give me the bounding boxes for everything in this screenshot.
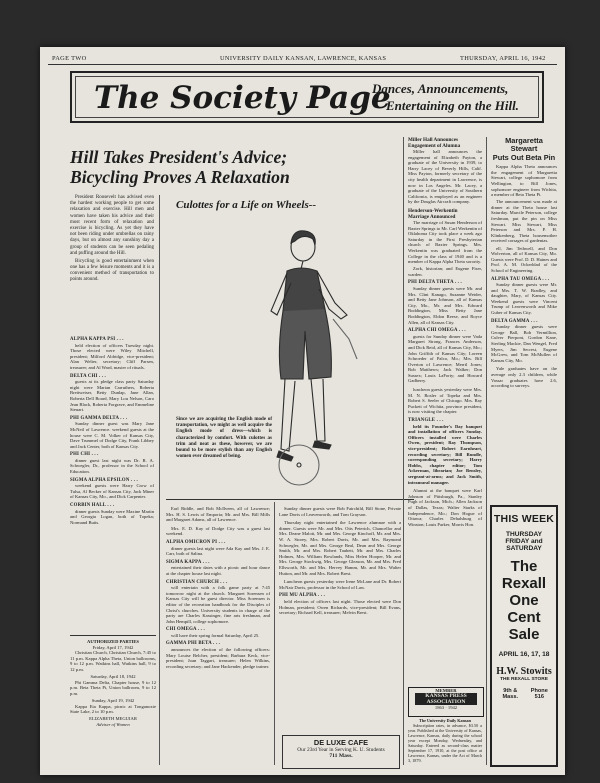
rexall-the: The — [510, 558, 538, 575]
culottes-feature — [166, 195, 366, 497]
deluxe-name: DE LUXE CAFE — [313, 738, 369, 747]
lead-headline-line-1: Hill Takes President's Advice; — [70, 147, 288, 167]
rexall-phone: Phone 516 — [530, 688, 548, 700]
col2-head-6: GAMMA PHI BETA . . . — [166, 641, 221, 647]
col5-tail: ell, Jim Tethwell, and Don Wolverton, all of Kansas City, Mo. Guests were Prof. D. D. Haines and Prof. A. M. Ockerblad of the School of Engineering. — [491, 245, 557, 273]
col1-head-3: PHI CHI . . . — [70, 452, 99, 458]
col4-item-3 — [408, 418, 482, 485]
col1-text-0: held election of officers Tuesday night. Those elected were Wiley Mitchell, president; Milford Aldridge, vice-president; Alan Welter, secretary; Cliff Parsen, treasurer; and Al Ward, master of rituals. — [70, 342, 154, 370]
col2-text-2: dinner guests last night were Ada Kay and Mrs. J. E. Carr, both of Salina. — [166, 545, 270, 557]
rexall-days-1: THURSDAY — [505, 531, 543, 538]
col4-head-1: ALPHA CHI OMEGA . . . — [408, 328, 466, 334]
parties-signer: ELIZABETH MEGUIAR — [89, 716, 137, 722]
rexall-days-2: FRIDAY and — [505, 538, 543, 545]
col5-intro-2: The announcement was made at dinner at the Theta house last Saturday. Marcile Peterson, college freshman, put the pin on Miss Stewart. Miss Stewart, Miss Peterson and Mrs. P. H. Klinkenberg, Theta housemother received corsages of gardenias. — [491, 199, 557, 244]
kansan-title: The University Daily Kansan — [418, 718, 471, 723]
col2-head-2: ALPHA OMICRON PI . . . — [166, 539, 226, 545]
column-divider — [159, 195, 160, 765]
rexall-this-week: THIS WEEK — [493, 513, 555, 525]
col3-item-1 — [279, 520, 401, 576]
col2-text-4: will entertain with a folk game party at 7:45 tomorrow night at the church. Margaret Sorensen of Kansas City will be guest director. Miss Sorensen is editor of the recreation handbook for the Disciples of Christ's churches. University students in charge of the party are Charles Kassinger, fine arts freshman, and John Hempill, college sophomore. — [166, 585, 270, 624]
col1-head-2: PHI GAMMA DELTA . . . — [70, 415, 128, 421]
press-member: MEMBER — [435, 688, 457, 693]
issue-date: THURSDAY, APRIL 16, 1942 — [460, 55, 546, 62]
col1-item-2 — [70, 416, 154, 450]
lead-story-body — [70, 195, 154, 285]
column-divider — [274, 502, 275, 765]
banner-tagline-1: Dances, Announcements, — [372, 81, 509, 96]
col5-section-head-1: DELTA GAMMA . . . — [491, 318, 538, 324]
lead-headline — [70, 147, 370, 187]
parties-saturday-items: Phi Gamma Delta, Chapter house, 9 to 12 p.m. Beta Theta Pi, Union ballroom, 9 to 12 p.m. — [70, 679, 156, 696]
col2-item-4 — [166, 580, 270, 625]
column-2 — [166, 503, 270, 671]
col2-text-5: will have their spring formal Saturday, April 25. — [171, 632, 260, 638]
col4-item-2 — [408, 387, 482, 415]
rexall-store-sub: THE REXALL STORE — [500, 677, 548, 682]
kansan-masthead — [408, 718, 482, 765]
col5-item-2 — [491, 366, 557, 388]
col4-story-2-head-1: Henderson-Werkentin — [408, 207, 458, 214]
col4-item-0 — [408, 280, 482, 325]
col4-text-2: luncheon guests yesterday were Mrs. M. N. Bosler of Topeka and Mrs. Robert S. Seeler of Chicago. Mrs. Ray Puckett of Wichita, province president, is now visiting the chapter. — [408, 387, 482, 415]
col4-story-1-text: Miller hall announces the engagement of Elizabeth Payton, a graduate of the University in 1939, to Harry Lacey of Beverly Hills, Calif. Miss Payton, formerly secretary of the city health department in Lawrence, is now in Los Angeles. Mr. Lacey, a graduate of the University of Southern California, is employed as an engineer by the Douglas Aircraft company. — [408, 149, 482, 205]
col3-item-0 — [279, 506, 401, 517]
col4-item-1 — [408, 328, 482, 384]
col3-text-3: held election of officers last night. Those elected were Don Holman, president; Owen Richards, vice-president; Bill Evans, secretary; Richard Kell, treasurer; Melvin Brest. — [279, 598, 401, 616]
col5-section-text-0: Sunday dinner guests were Mr. and Mrs. T. W. Bradley, and daughter, Mary, of Kansas City. Weekend guests were Vincent Trump of Leavenworth and Mike Guber of Kansas City. — [491, 282, 557, 316]
col1-text-5: dinner guests Sunday were Maxine Martin and Georgia Logan, both of Topeka; Normand Butts. — [70, 508, 154, 525]
section-rule — [166, 499, 414, 500]
parties-saturday: Saturday, April 18, 1942 — [90, 674, 136, 680]
col1-item-5 — [70, 503, 154, 525]
rexall-dates: APRIL 16, 17, 18 — [498, 651, 550, 658]
col1-text-4: weekend guests were Harry Crow of Tulsa, Al Becker of Kansas City, Jack Miner of Kansas City, Mo., and Dick Carpenter. — [70, 483, 154, 500]
col3-text-1: Thursday night entertained the Lawrence alumnae with a dinner. Guests were Mr. and Mrs. Otis Peterich, Chancellor and Mrs. Deane Malott, Mr. and Mrs. George Kinchoff, Mr. and Mrs. W. A. Storey, Mrs. Robert Davis, Mr. and Mrs. Raymond Schwegler, Mr. and Mrs. George Beal, Dean and Mrs. George Smith, Mr. and Mrs. Robert Taubett, Mr. and Mrs. Charles Holmes, Mrs. William Bowlands, Miss Helen Hooper, Mr. and Mrs. George Stockwig, Mrs. George Gleason, Mr. and Mrs. Fred Ellsworth, Mr. and Mrs. Hervey Hamm, Mr. and Mrs. Walter Hutton, and Mr. and Mrs. Robert Brest. — [279, 520, 401, 576]
rexall-store: H.W. Stowits — [496, 666, 552, 677]
parties-sunday: Sunday, April 19, 1942 — [91, 697, 135, 703]
col1-text-2: Sunday dinner guest was Mary Jane McNeil of Lawrence. weekend guests at the house were C. M. Volker of Kansas City, Dave Trummel of Dodge City, Frank Libbey and Jack Center, both of Kansas City. — [70, 421, 154, 449]
rexall-one: One — [509, 592, 539, 609]
banner-title: The Society Page — [94, 80, 391, 116]
rexall-days-3: SATURDAY — [506, 545, 542, 552]
column-3 — [279, 503, 401, 617]
deluxe-address: 711 Mass. — [329, 753, 353, 760]
col3-item-3 — [279, 593, 401, 615]
authorized-parties — [70, 635, 156, 727]
rexall-name: Rexall — [501, 575, 547, 592]
column-4 — [408, 137, 482, 529]
col1-item-1 — [70, 374, 154, 413]
col1-head-1: DELTA CHI . . . — [70, 373, 106, 379]
col4-item-4 — [408, 488, 482, 527]
col4-story-1-head-2: Engagement of Alumna — [408, 143, 461, 149]
col3-text-2: Luncheon guests yesterday were Irene McLane and Dr. Robert McNair Davis, professor in the School of Law. — [279, 579, 401, 590]
col5-section-head-0: ALPHA TAU OMEGA . . . — [491, 276, 550, 282]
col2-item-5 — [166, 627, 270, 638]
rexall-cent: Cent — [507, 609, 541, 626]
rexall-sale: Sale — [508, 626, 540, 643]
col5-intro: Kappa Alpha Theta announces the engagement of Margaretta Stewart, college sophomore from Wellington, to Bill Jones, sophomore engineer from Wichita, a member of Beta Theta Pi. — [491, 164, 557, 198]
banner-tagline-2: Entertaining on the Hill. — [386, 98, 519, 113]
press-years: 1863 · 1942 — [434, 705, 458, 710]
col2-head-3: SIGMA KAPPA . . . — [166, 559, 210, 565]
paper-name: UNIVERSITY DAILY KANSAN, LAWRENCE, KANSAS — [220, 55, 387, 62]
rexall-sale-ad — [490, 505, 558, 767]
rexall-contact — [492, 688, 556, 700]
col2-item-6 — [166, 641, 270, 669]
col4-text-3: held its Founder's Day banquet and installation of officers Sunday. Officers installed were Charles Owen, president; Ray Thompson, vice-president; Robert Earnheart, recording secretary; Bill Rundle, corresponding secretary; Harry Hobbs, chapter editor; Tom Ackerman, librarian; Joe Bensley, sergeant-at-arms; and Jack Smith, intramural manager. — [408, 423, 482, 485]
col4-tail: Zork, historian; and Eugene Fiser, warden. — [408, 266, 482, 277]
newspaper-page — [40, 47, 565, 775]
col2-text-3: entertained their dates with a picnic and hour dance at the chapter house last night. — [166, 565, 270, 576]
lead-paragraph-2: Bicycling is good entertainment when one has a few leisure moments and it is a convenient method of transportation to points around. — [70, 258, 154, 283]
col4-text-0: Sunday dinner guests were Mr. and Mrs. Clint Kanago, Suzanne Weider, and Betty Jane Johnson, all of Kansas City, Mo., Mr. and Mrs. Edward Boddington, Miss Betty Jane Boddington, Eldon Reese, and Royce Allen, all of Kansas City. — [408, 285, 482, 325]
society-banner — [70, 71, 544, 123]
parties-friday: Friday, April 17, 1942 — [92, 644, 134, 650]
col4-story-2-text: The marriage of Susan Henderson of Baxter Springs to Mr. Carl Werkentin of Oklahoma City took place a week ago Saturday in the First Presbyterian church of Baxter Springs. Mrs. Werkentin was graduated from the College in the class of 1940 and is a member of Kappa Alpha Theta sorority. — [408, 219, 482, 265]
col2-item-1 — [166, 526, 270, 537]
rexall-address: 9th & Mass. — [502, 688, 519, 700]
column-1 — [70, 334, 154, 527]
col5-section-text-1: Sunday dinner guests were George Ball, Bob Vermillion, Culver Pierpont, Gordon Kane, Sterling Mackie, Dan Wengel, Fred Myers, Jim Secrest, Eugene McGrew, and Tom McMullen of Kansas City, Mo. — [491, 324, 557, 363]
culottes-title: Culottes for a Life on Wheels-- — [176, 199, 317, 211]
col2-head-4: CHRISTIAN CHURCH . . . — [166, 579, 228, 585]
col1-item-4 — [70, 478, 154, 500]
col2-item-2 — [166, 540, 270, 557]
col5-section-text-2: Yale graduates have on the average only 2.3 children, while Vassar graduates have 2.6, according to surveys. — [491, 366, 557, 389]
col2-text-0: Earl Riddle, and Bob McIlveen, all of Lawrence; Mrs. H. S. Lewis of Emporia; Mr. and Mrs. Bill Mills and Margaret Adams, all of Lawrence. — [166, 506, 270, 523]
col2-text-1: Mrs. E. D. Kay of Dodge City was a guest last weekend. — [166, 525, 270, 537]
col5-head-2: Puts Out Beta Pin — [492, 152, 556, 162]
press-name: KANSAS PRESS ASSOCIATION — [415, 693, 477, 705]
col4-text-4: Alumni at the banquet were Karl Johnson of Pittsburgh, Pa., Stanley Pugh of Jackson, Mich.; Allen Jackson of Dallas, Texas; Walter Starks of Independence, Mo.; Don Hogue of Ottawa; Charles Dehalsburg of Winston; Louis Parker, Morris Hon. — [408, 488, 482, 527]
kansan-text: Subscription rates, in advance, $3.50 a year. Published at the University of Kansas, Lawrence, Kansas, daily during the school year except Monday, Wednesday, and Saturday. Entered as second-class matter September 17, 1910, at the post office at Lawrence, Kansas, under the Act of March 3, 1879. — [408, 723, 482, 763]
col1-head-0: ALPHA KAPPA PSI . . . — [70, 337, 124, 342]
col1-item-3 — [70, 452, 154, 474]
press-association-emblem — [408, 687, 484, 717]
culottes-caption: Since we are acquiring the English mode of transportation, we might as well acquire the English mode of dress—which is characterized by comfort. With culottes as trim and neat as these, however, we are bound to be more stylish than any English women ever dreamed of being. — [176, 417, 272, 460]
col5-head-1: Margaretta Stewart — [505, 136, 543, 154]
col1-head-4: SIGMA ALPHA EPSILON . . . — [70, 477, 138, 483]
parties-sunday-items: Kappa Eta Kappa, picnic at Tonganoxie State Lake, 2 to 10 p.m. — [70, 703, 156, 715]
column-divider — [486, 137, 487, 765]
col5-item-1 — [491, 319, 557, 364]
col1-head-5: CORBIN HALL . . . — [70, 503, 115, 509]
col4-text-1: guests for Sunday dinner were Vada Margaret Strong, Frances Anderson, and Dick Reid, all of Kansas City, Mo.; John Griffith of Kansas City; Loreen Schroeder of Palco, Mo.; Mrs. Bill Overton of Lawrence; Merril Jones; Bob Matthews; Jack Walker; Don Sussex; Louis LaForty; and Howard Gadberry. — [408, 333, 482, 384]
col1-text-1: guests at its pledge class party Saturday night were Marian Carruthers, Roberta Breitweiser, Betty Dunlap, Jane Allan, Roberta Dell Board, Mary Lou Nelson, Caro Jean Black, Roberta Forgrave, and Emmeline Steuart. — [70, 379, 154, 413]
parties-title: AUTHORIZED PARTIES — [87, 639, 139, 644]
header-rule — [48, 64, 557, 65]
column-5 — [491, 137, 557, 390]
parties-friday-items: Christian Church, Christian Church, 7:45 to 11 p.m. Kappa Alpha Theta, Union ballrooms, 9 to 12 p.m. Watkins hall, Watkins hall, 9 to 12 p.m. — [70, 650, 156, 672]
col1-item-0 — [70, 337, 154, 371]
col3-text-0: Sunday dinner guests were Bob Fairchild, Bill Stone, Private Lane Davis of Leavenworth, and Tom Grayson. — [279, 506, 401, 517]
col2-text-6: announces the election of the following officers: Mary Louise Belcher, president; Barbara Keck, vice-president; Joan Taggart, treasurer; Helen Wilkins, recording secretary; and Jane Hackender, pledge trainer. — [166, 647, 270, 669]
col4-story-2-head-2: Marriage Announced — [408, 213, 456, 220]
parties-signer-title: Adviser of Women — [96, 721, 130, 727]
col3-head-3: PHI MU ALPHA . . . — [279, 593, 325, 599]
col3-item-2 — [279, 579, 401, 590]
page-number: PAGE TWO — [52, 55, 87, 62]
column-divider — [403, 137, 404, 765]
deluxe-cafe-ad — [282, 735, 400, 769]
col5-item-0 — [491, 277, 557, 316]
col2-head-5: CHI OMEGA . . . — [166, 627, 205, 633]
lead-paragraph: President Roosevelt has advised even the hardest working people to get some relaxation and exercise. Hill men and women have taken his advice and their most recent form of relaxation and exercise is bicycling. As yet they have not been riding under umbrellas on rainy days, but on almost any sunshiny day a group of students can be seen pedaling and puffing around the Hill. — [70, 195, 154, 256]
col2-item-3 — [166, 560, 270, 577]
col1-text-3: dinner guest last night was Dr. R. A. Schwegler, Dr., professor in the School of Education. — [70, 457, 154, 475]
col4-head-3: TRIANGLE . . . — [408, 418, 444, 424]
col4-head-0: PHI DELTA THETA . . . — [408, 280, 462, 286]
col2-item-0 — [166, 506, 270, 523]
col4-story-1-head-1: Miller Hall Announces — [408, 137, 459, 143]
deluxe-line: Our 23rd Year in Serving K. U. Students — [297, 747, 385, 753]
lead-headline-line-2: Bicycling Proves A Relaxation — [70, 167, 290, 187]
